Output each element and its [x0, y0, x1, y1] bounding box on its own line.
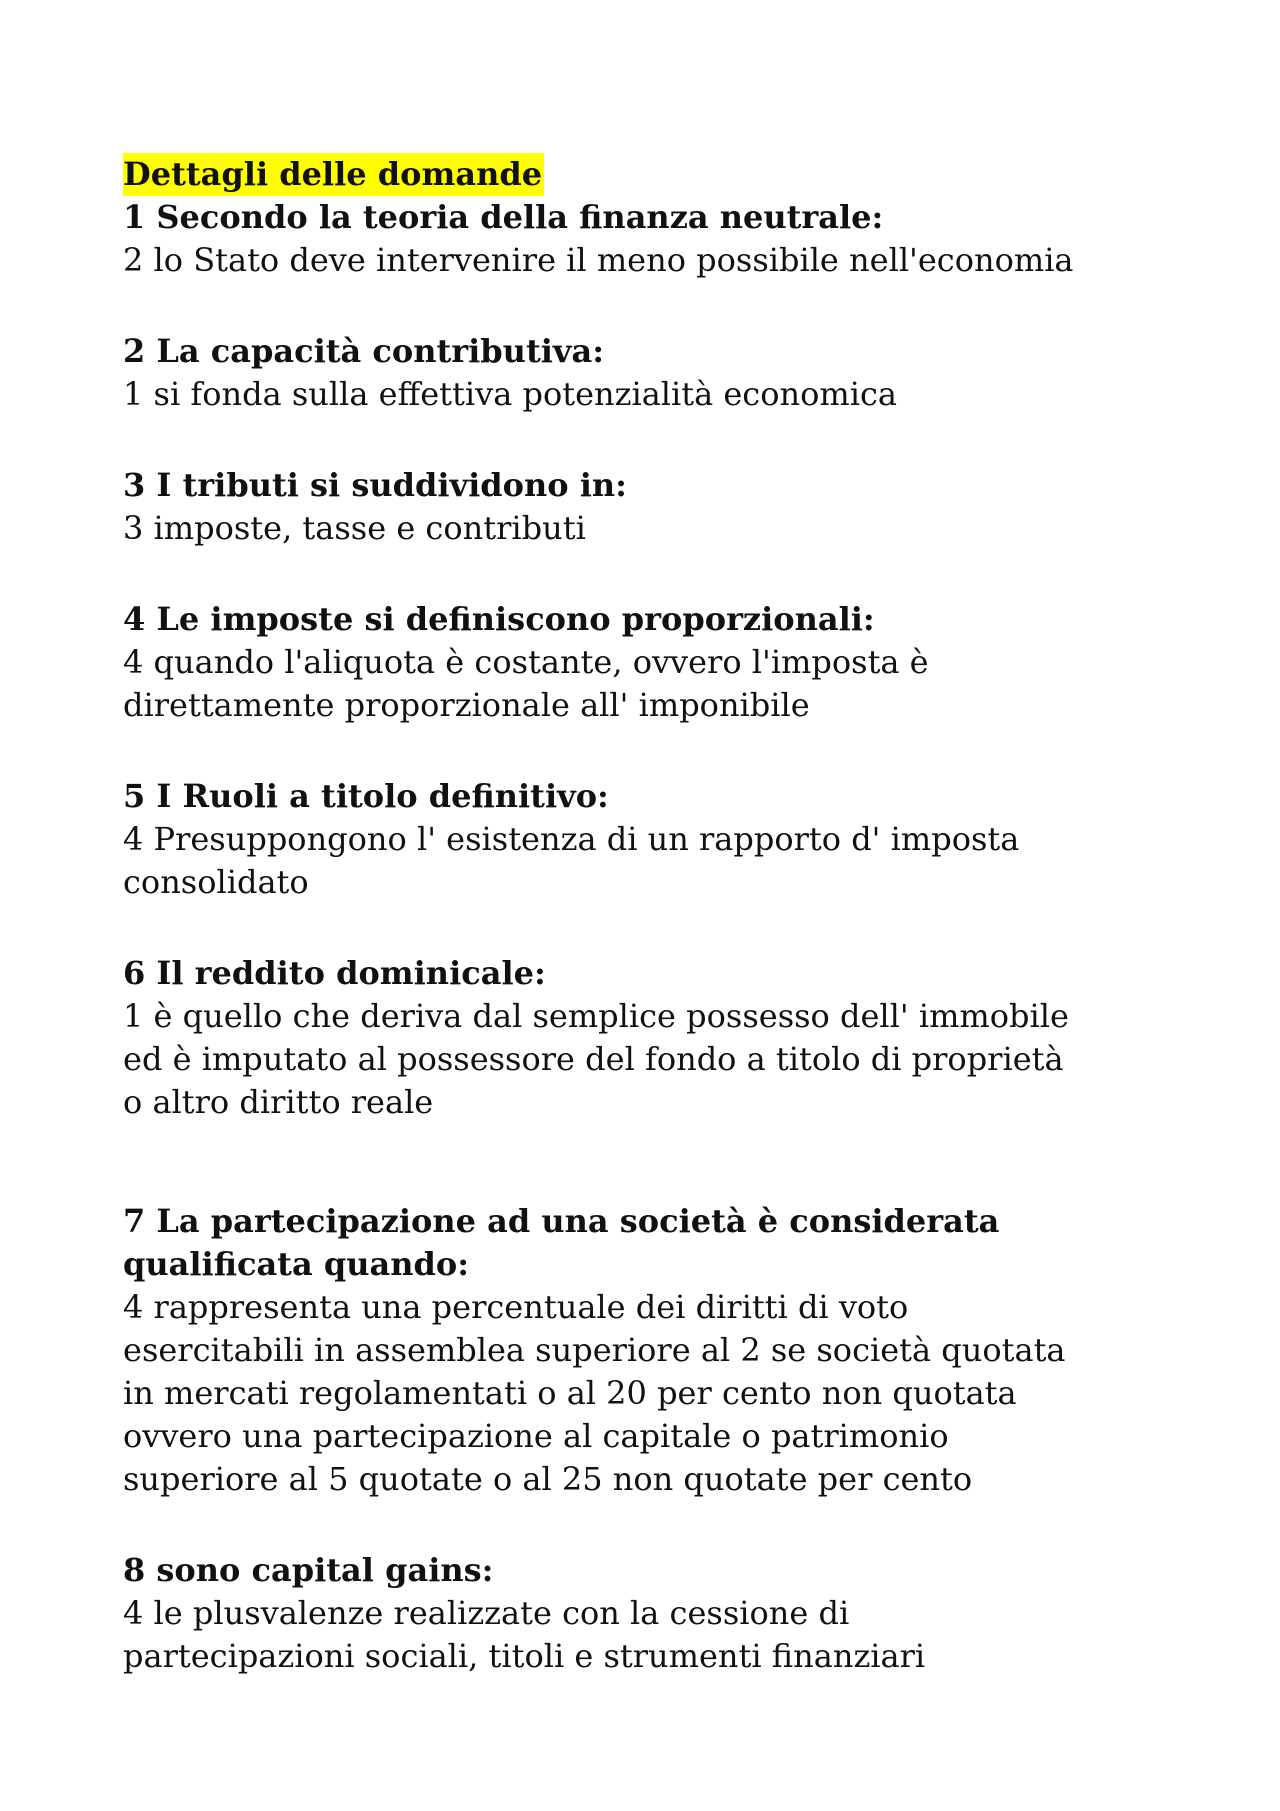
answer-4-line-2: direttamente proporzionale all' imponibile: [123, 686, 810, 724]
spacer: [123, 416, 1203, 464]
question-2: 2 La capacità contributiva:: [123, 332, 605, 370]
answer-6-line-3: o altro diritto reale: [123, 1083, 434, 1121]
spacer: [123, 1501, 1203, 1549]
answer-7-line-3: in mercati regolamentati o al 20 per cento non quotata: [123, 1374, 1017, 1412]
spacer: [123, 550, 1203, 598]
question-3: 3 I tributi si suddividono in:: [123, 466, 627, 504]
answer-1-line-1: 2 lo Stato deve intervenire il meno possibile nell'economia: [123, 241, 1074, 279]
answer-3-line-1: 3 imposte, tasse e contributi: [123, 509, 586, 547]
answer-6-line-2: ed è imputato al possessore del fondo a titolo di proprietà: [123, 1040, 1064, 1078]
question-7-line-2: qualificata quando:: [123, 1245, 469, 1283]
question-4: 4 Le imposte si definiscono proporzionali:: [123, 600, 875, 638]
document-content: [123, 153, 1203, 1678]
answer-8-line-1: 4 le plusvalenze realizzate con la cessione di: [123, 1594, 850, 1632]
spacer: [123, 727, 1203, 775]
answer-6-line-1: 1 è quello che deriva dal semplice possesso dell' immobile: [123, 997, 1069, 1035]
document-title: Dettagli delle domande: [123, 153, 544, 196]
qa-item-6: [123, 952, 1203, 1124]
answer-4-line-1: 4 quando l'aliquota è costante, ovvero l'imposta è: [123, 643, 929, 681]
answer-8-line-2: partecipazioni sociali, titoli e strumenti finanziari: [123, 1637, 926, 1675]
spacer: [123, 904, 1203, 952]
spacer: [123, 282, 1203, 330]
qa-item-1: [123, 196, 1203, 282]
answer-7-line-5: superiore al 5 quotate o al 25 non quotate per cento: [123, 1460, 973, 1498]
qa-item-3: [123, 464, 1203, 550]
answer-7-line-1: 4 rappresenta una percentuale dei diritti di voto: [123, 1288, 909, 1326]
question-5: 5 I Ruoli a titolo definitivo:: [123, 777, 609, 815]
qa-item-7: [123, 1200, 1203, 1501]
qa-item-2: [123, 330, 1203, 416]
qa-item-8: [123, 1549, 1203, 1678]
answer-5-line-2: consolidato: [123, 863, 309, 901]
question-7-line-1: 7 La partecipazione ad una società è considerata: [123, 1202, 1000, 1240]
spacer: [123, 1124, 1203, 1200]
question-1: 1 Secondo la teoria della finanza neutrale:: [123, 198, 884, 236]
answer-5-line-1: 4 Presuppongono l' esistenza di un rapporto d' imposta: [123, 820, 1020, 858]
answer-7-line-2: esercitabili in assemblea superiore al 2 se società quotata: [123, 1331, 1066, 1369]
question-8: 8 sono capital gains:: [123, 1551, 494, 1589]
qa-item-5: [123, 775, 1203, 904]
question-6: 6 Il reddito dominicale:: [123, 954, 546, 992]
qa-item-4: [123, 598, 1203, 727]
answer-2-line-1: 1 si fonda sulla effettiva potenzialità economica: [123, 375, 897, 413]
answer-7-line-4: ovvero una partecipazione al capitale o patrimonio: [123, 1417, 949, 1455]
